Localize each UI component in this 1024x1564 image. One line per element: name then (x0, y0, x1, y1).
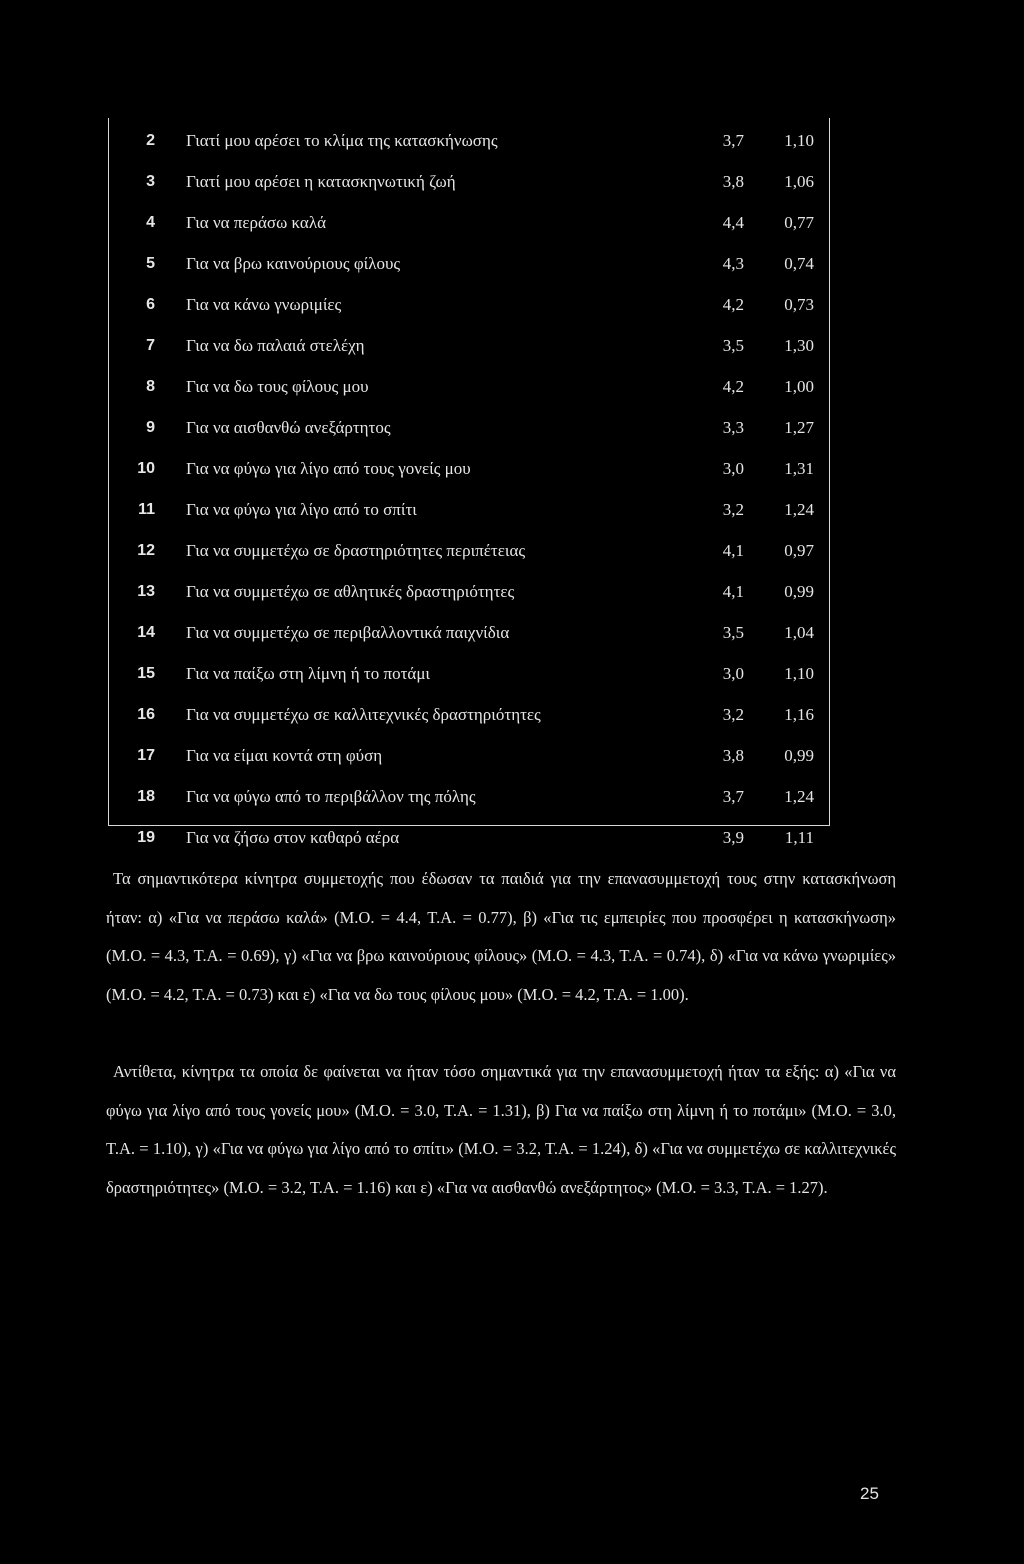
motives-table (108, 118, 830, 847)
row-mean: 3,0 (722, 664, 744, 683)
row-sd: 1,11 (784, 828, 814, 847)
row-label: Για να συμμετέχω σε αθλητικές δραστηριότητες (186, 582, 515, 601)
row-mean: 4,1 (722, 541, 744, 560)
table-row (109, 167, 829, 197)
row-sd: 1,31 (784, 459, 814, 478)
row-number: 17 (137, 747, 155, 764)
row-mean: 3,2 (722, 500, 744, 519)
row-sd: 0,77 (784, 213, 814, 232)
row-mean: 3,0 (722, 459, 744, 478)
table-row (109, 331, 829, 361)
row-sd: 1,00 (784, 377, 814, 396)
row-number: 6 (146, 296, 155, 313)
row-mean: 4,2 (722, 377, 744, 396)
table-row (109, 454, 829, 484)
row-number: 14 (137, 624, 155, 641)
row-label: Γιατί μου αρέσει το κλίμα της κατασκήνωσης (186, 131, 498, 150)
row-number: 13 (137, 583, 155, 600)
table-row (109, 823, 829, 853)
row-label: Για να φύγω για λίγο από τους γονείς μου (186, 459, 471, 478)
row-number: 15 (137, 665, 155, 682)
row-label: Για να περάσω καλά (186, 213, 326, 232)
row-label: Για να κάνω γνωριμίες (186, 295, 342, 314)
row-number: 5 (146, 255, 155, 272)
row-sd: 1,16 (784, 705, 814, 724)
table-row (109, 741, 829, 771)
table-row (109, 290, 829, 320)
row-label: Γιατί μου αρέσει η κατασκηνωτική ζωή (186, 172, 456, 191)
row-mean: 3,7 (722, 131, 744, 150)
row-number: 8 (146, 378, 155, 395)
paragraph-main-motives: Τα σημαντικότερα κίνητρα συμμετοχής που έδωσαν τα παιδιά για την επανασυμμετοχή τους στην κατασκήνωση ήταν: α) «Για να περάσω καλά» (Μ.Ο. = 4.4, Τ.Α. = 0.77), β) «Για τις εμπειρίες που προσφέρει η κατασκήνωση» (Μ.Ο. = 4.3, Τ.Α. = 0.69), γ) «Για να βρω καινούριους φίλους» (Μ.Ο. = 4.3, Τ.Α. = 0.74), δ) «Για να κάνω γνωριμίες» (Μ.Ο. = 4.2, Τ.Α. = 0.73) και ε) «Για να δω τους φίλους μου» (Μ.Ο. = 4.2, Τ.Α. = 1.00). (106, 869, 896, 1004)
row-sd: 0,73 (784, 295, 814, 314)
row-number: 12 (137, 542, 155, 559)
row-label: Για να συμμετέχω σε καλλιτεχνικές δραστηριότητες (186, 705, 541, 724)
row-sd: 1,27 (784, 418, 814, 437)
table-row (109, 495, 829, 525)
table-row (109, 249, 829, 279)
row-number: 7 (146, 337, 155, 354)
row-mean: 3,7 (722, 787, 744, 806)
page-number: 25 (860, 1484, 879, 1503)
row-number: 11 (138, 501, 155, 518)
table-row (109, 618, 829, 648)
row-sd: 1,24 (784, 500, 814, 519)
table-row (109, 659, 829, 689)
row-label: Για να ζήσω στον καθαρό αέρα (186, 828, 400, 847)
table-row (109, 372, 829, 402)
row-number: 10 (137, 460, 155, 477)
row-number: 9 (146, 419, 155, 436)
row-label: Για να βρω καινούριους φίλους (186, 254, 401, 273)
row-number: 3 (146, 173, 155, 190)
row-mean: 4,1 (722, 582, 744, 601)
row-sd: 1,04 (784, 623, 814, 642)
row-mean: 3,2 (722, 705, 744, 724)
row-number: 19 (137, 829, 155, 846)
row-sd: 1,10 (784, 131, 814, 150)
row-label: Για να δω τους φίλους μου (186, 377, 369, 396)
row-mean: 4,2 (722, 295, 744, 314)
row-sd: 1,30 (784, 336, 814, 355)
row-number: 18 (137, 788, 155, 805)
row-label: Για να δω παλαιά στελέχη (186, 336, 365, 355)
table-row (109, 536, 829, 566)
row-label: Για να συμμετέχω σε περιβαλλοντικά παιχνίδια (186, 623, 510, 642)
row-sd: 1,10 (784, 664, 814, 683)
row-sd: 1,24 (784, 787, 814, 806)
row-mean: 4,3 (722, 254, 744, 273)
row-sd: 1,06 (784, 172, 814, 191)
table-row (109, 208, 829, 238)
row-sd: 0,97 (784, 541, 814, 560)
row-label: Για να συμμετέχω σε δραστηριότητες περιπέτειας (186, 541, 526, 560)
table-row (109, 413, 829, 443)
table-row (109, 782, 829, 812)
row-label: Για να φύγω από το περιβάλλον της πόλης (186, 787, 476, 806)
row-number: 16 (137, 706, 155, 723)
row-label: Για να παίξω στη λίμνη ή το ποτάμι (186, 664, 431, 683)
row-mean: 3,5 (722, 623, 744, 642)
row-mean: 3,5 (722, 336, 744, 355)
row-number: 4 (146, 214, 155, 231)
row-sd: 0,99 (784, 582, 814, 601)
table-row (109, 126, 829, 156)
paragraph-minor-motives: Αντίθετα, κίνητρα τα οποία δε φαίνεται να ήταν τόσο σημαντικά για την επανασυμμετοχή ήταν τα εξής: α) «Για να φύγω για λίγο από τους γονείς μου» (Μ.Ο. = 3.0, Τ.Α. = 1.31), β) Για να παίξω στη λίμνη ή το ποτάμι» (Μ.Ο. = 3.0, Τ.Α. = 1.10), γ) «Για να φύγω για λίγο από το σπίτι» (Μ.Ο. = 3.2, Τ.Α. = 1.24), δ) «Για να συμμετέχω σε καλλιτεχνικές δραστηριότητες» (Μ.Ο. = 3.2, Τ.Α. = 1.16) και ε) «Για να αισθανθώ ανεξάρτητος» (Μ.Ο. = 3.3, Τ.Α. = 1.27). (106, 1062, 896, 1197)
row-mean: 3,8 (722, 172, 744, 191)
row-sd: 0,74 (784, 254, 814, 273)
row-mean: 3,9 (722, 828, 744, 847)
row-mean: 3,3 (722, 418, 744, 437)
row-mean: 3,8 (722, 746, 744, 765)
row-number: 2 (146, 132, 155, 149)
row-label: Για να είμαι κοντά στη φύση (186, 746, 383, 765)
row-mean: 4,4 (722, 213, 744, 232)
table-row (109, 577, 829, 607)
row-label: Για να αισθανθώ ανεξάρτητος (186, 418, 391, 437)
table-row (109, 700, 829, 730)
row-sd: 0,99 (784, 746, 814, 765)
row-label: Για να φύγω για λίγο από το σπίτι (186, 500, 417, 519)
